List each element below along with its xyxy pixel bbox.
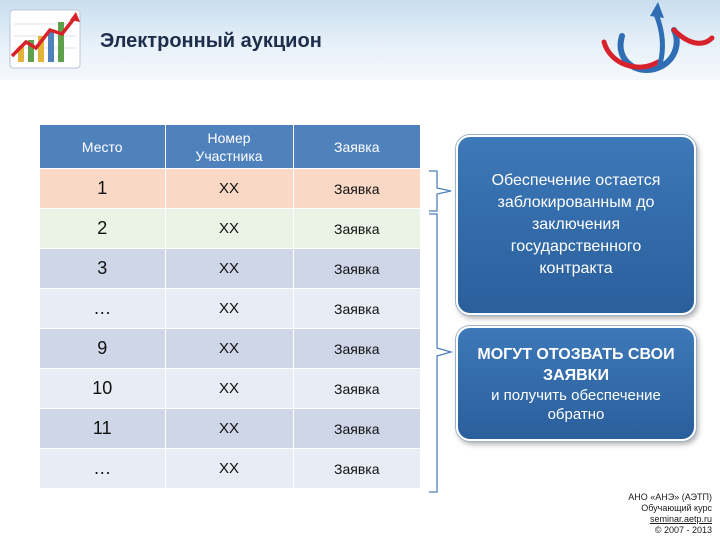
- participant-number-cell: ХХ: [165, 289, 293, 329]
- callout-withdraw-bids: [456, 326, 696, 441]
- bid-cell: Заявка: [293, 249, 420, 289]
- footer-copyright: © 2007 - 2013: [654, 525, 712, 535]
- callout-blocked-text: Обеспечение остается заблокированным до заключения государственного контракта: [491, 172, 661, 277]
- bid-cell: Заявка: [293, 369, 420, 409]
- brace-others-icon: [425, 212, 455, 494]
- table-row: [40, 289, 420, 329]
- participant-number-cell: ХХ: [165, 369, 293, 409]
- participant-number-cell: ХХ: [165, 449, 293, 489]
- column-header-bid: Заявка: [293, 125, 420, 169]
- column-header-place: Место: [40, 125, 165, 169]
- place-cell: 9: [40, 329, 165, 369]
- table-row: [40, 209, 420, 249]
- place-cell: 10: [40, 369, 165, 409]
- bid-cell: Заявка: [293, 329, 420, 369]
- callout-withdraw-subtext: и получить обеспечение обратно: [491, 386, 661, 423]
- table-row: [40, 449, 420, 489]
- place-cell: …: [40, 449, 165, 489]
- participant-number-cell: ХХ: [165, 329, 293, 369]
- table-header-row: [40, 125, 420, 169]
- brace-winners-icon: [425, 168, 455, 214]
- participant-number-cell: ХХ: [165, 409, 293, 449]
- brand-swoosh-icon: [600, 2, 718, 82]
- participant-number-cell: ХХ: [165, 169, 293, 209]
- footer-org: АНО «АНЭ» (АЭТП): [628, 492, 712, 502]
- table-row: [40, 369, 420, 409]
- table-row: [40, 409, 420, 449]
- footer-site-link[interactable]: seminar.aetp.ru: [649, 514, 712, 524]
- growth-chart-icon: [4, 6, 86, 74]
- callout-blocked-security: [456, 135, 696, 315]
- place-cell: 3: [40, 249, 165, 289]
- column-header-participant-number: Номер Участника: [165, 125, 293, 169]
- table-row: [40, 249, 420, 289]
- place-cell: 1: [40, 169, 165, 209]
- footer-credits: [552, 492, 712, 536]
- callout-withdraw-heading: МОГУТ ОТОЗВАТЬ СВОИ ЗАЯВКИ: [477, 345, 675, 384]
- place-cell: 2: [40, 209, 165, 249]
- place-cell: 11: [40, 409, 165, 449]
- auction-table: [40, 125, 420, 488]
- table-row: [40, 169, 420, 209]
- place-cell: …: [40, 289, 165, 329]
- page-title: Электронный аукцион: [100, 30, 322, 52]
- header-band: [0, 0, 720, 80]
- bid-cell: Заявка: [293, 169, 420, 209]
- participant-number-cell: ХХ: [165, 209, 293, 249]
- table-row: [40, 329, 420, 369]
- bid-cell: Заявка: [293, 449, 420, 489]
- participant-number-cell: ХХ: [165, 249, 293, 289]
- footer-course: Обучающий курс: [641, 503, 712, 513]
- bid-cell: Заявка: [293, 209, 420, 249]
- bid-cell: Заявка: [293, 289, 420, 329]
- bid-cell: Заявка: [293, 409, 420, 449]
